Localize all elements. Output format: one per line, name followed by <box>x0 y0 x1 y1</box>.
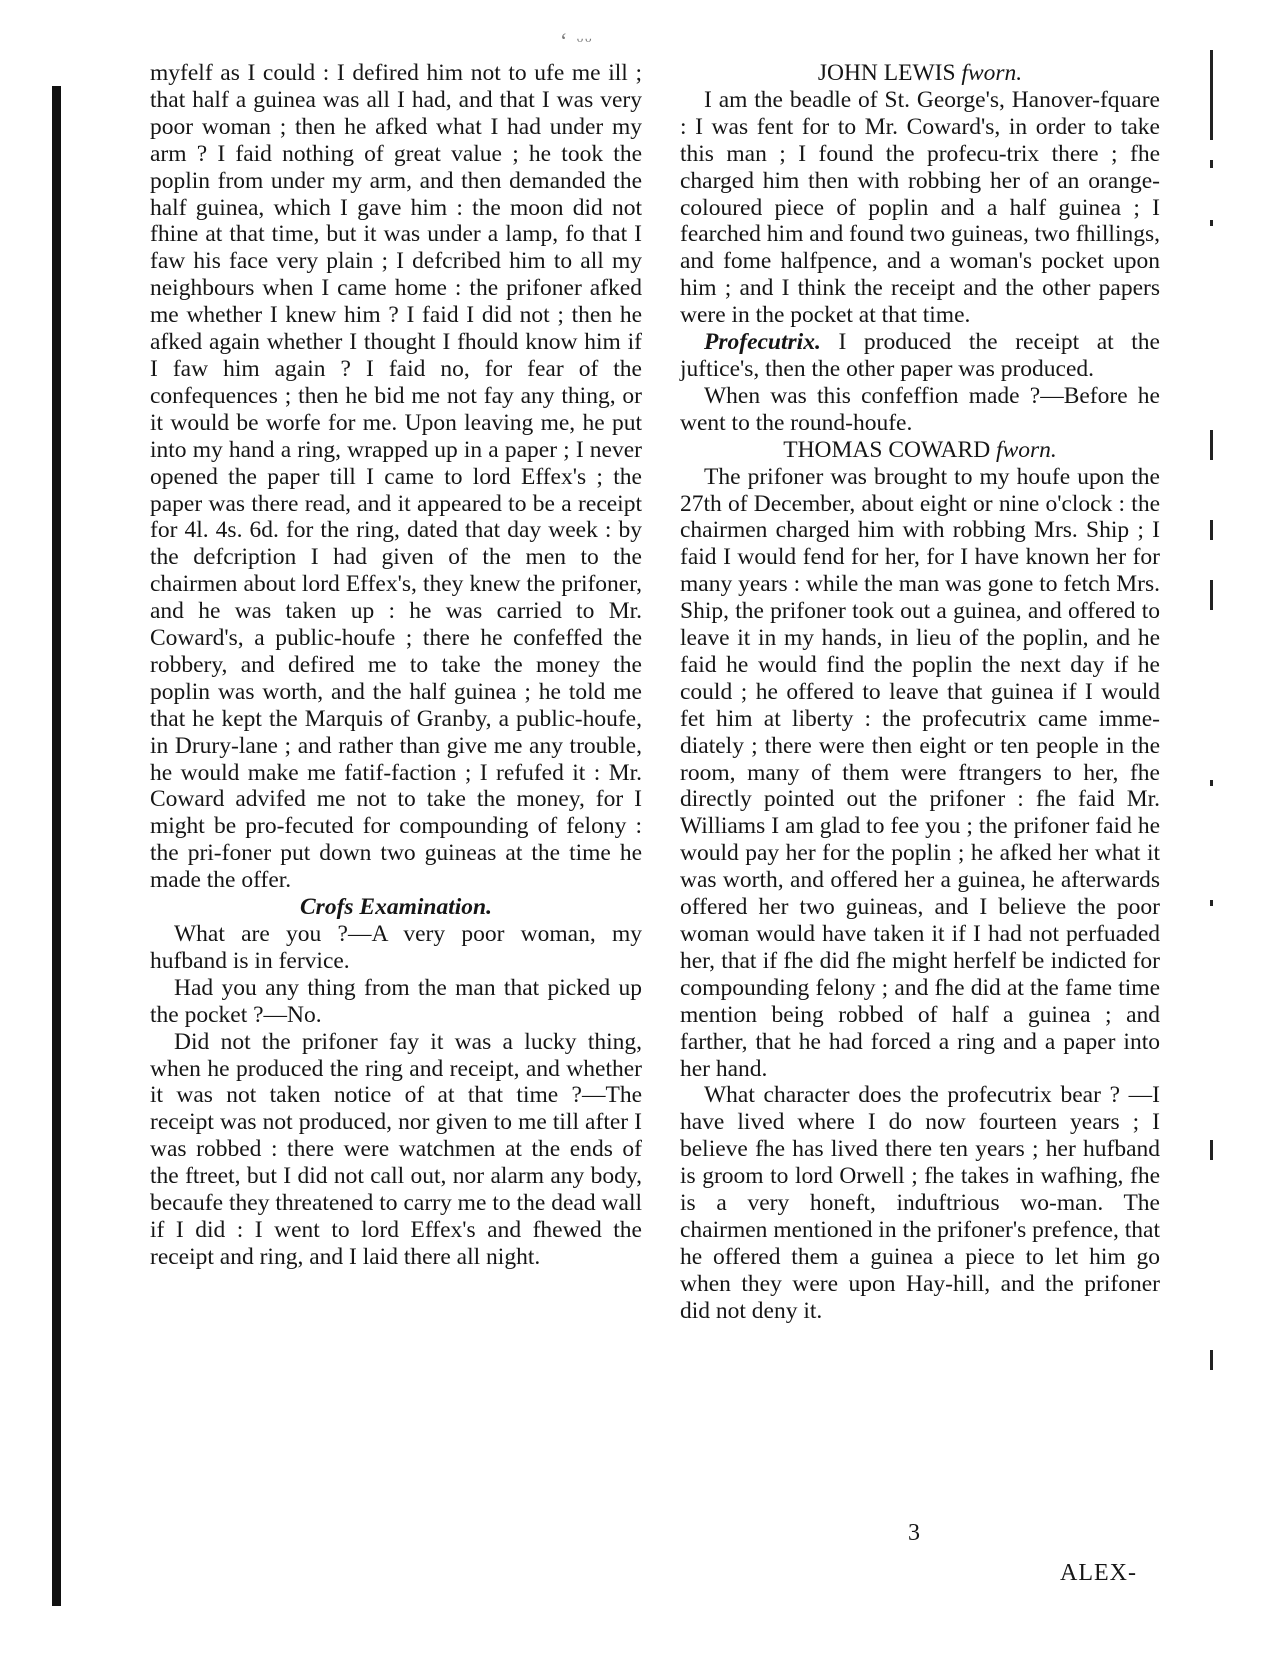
scan-mark <box>1210 160 1213 168</box>
sworn-label: fworn. <box>996 436 1057 463</box>
speaker-label: Profecutrix. <box>704 329 821 356</box>
question-paragraph: When was this confeffion made ?—Before he went to the round-houfe. <box>680 382 1160 436</box>
left-column <box>150 60 642 1271</box>
witness-heading <box>680 437 1160 464</box>
catchword: ALEX- <box>1060 1560 1137 1586</box>
prosecutrix-text: I produced the receipt at the juftice's, then the other paper was produced. <box>680 329 1160 382</box>
cross-question-paragraph: Had you any thing from the man that picked up the pocket ?—No. <box>150 974 642 1028</box>
cross-examination-heading: Crofs Examination. <box>300 894 492 921</box>
scan-mark <box>1210 780 1213 786</box>
scan-mark <box>1210 520 1213 540</box>
witness-name: JOHN LEWIS <box>817 60 956 86</box>
witness-heading <box>680 60 1160 87</box>
left-margin-rule <box>52 86 61 1606</box>
margin-scan-marks <box>1210 40 1216 1440</box>
scan-mark <box>1210 430 1213 460</box>
scan-mark <box>1210 1140 1213 1160</box>
scan-mark <box>1210 900 1213 906</box>
page-number: 3 <box>908 1520 920 1546</box>
scan-mark <box>1210 580 1213 610</box>
testimony-paragraph: The prifoner was brought to my houfe upon the 27th of December, about eight or nine o'clock : the chairmen charged him with robbing Mrs. Ship ; I faid I would fend for her, for I have known her for many years : while the man was gone to fetch Mrs. Ship, the prifoner took out a guinea, and offered to leave it in my hands, in lieu of the poplin, and he faid he would find the poplin the next day if he could ; he offered to leave that guinea if I would fet him at liberty : the profecutrix came imme-diately ; there were then eight or ten people in the room, many of them were ftrangers to her, fhe directly pointed out the prifoner : fhe faid Mr. Williams I am glad to fee you ; the prifoner faid he would pay her for the poplin ; he afked her what it was worth, and offered her a guinea, he afterwards offered her two guineas, and I believe the poor woman would have taken it if I had not perfuaded her, that if fhe did fhe might herfelf be indicted for compounding felony ; and fhe did at the fame time mention being robbed of half a guinea ; and farther, that he had forced a ring and a paper into her hand. <box>680 463 1160 1082</box>
witness-name: THOMAS COWARD <box>783 436 991 463</box>
testimony-paragraph: What character does the profecutrix bear ? —I have lived where I do now fourteen years ; I believe fhe has lived there ten years ; her hufband is groom to lord Orwell ; fhe takes in wafhing, fhe is a very honeft, induftrious wo-man. The chairmen mentioned in the prifoner's prefence, that he offered them a guinea a piece to let him go when they were upon Hay-hill, and the prifoner did not deny it. <box>680 1082 1160 1324</box>
prosecutrix-paragraph <box>680 329 1160 383</box>
page-marker: ʻ ᵕᵕ <box>560 28 594 53</box>
scan-mark <box>1210 50 1213 140</box>
testimony-paragraph: myfelf as I could : I defired him not to ufe me ill ; that half a guinea was all I had, and that I was very poor woman ; then he afked what I had under my arm ? I faid nothing of great value ; he took the poplin from under my arm, and then demanded the half guinea, which I gave him : the moon did not fhine at that time, but it was under a lamp, fo that I faw his face very plain ; I defcribed him to all my neighbours when I came home : the prifoner afked me whether I knew him ? I faid I did not ; then he afked again whether I thought I fhould know him if I faw him again ? I faid no, for fear of the confequences ; then he bid me not fay any thing, or it would be worfe for me. Upon leaving me, he put into my hand a ring, wrapped up in a paper ; I never opened the paper till I came to lord Effex's ; the paper was there read, and it appeared to be a receipt for 4l. 4s. 6d. for the ring, dated that day week : by the defcription I had given of the men to the chairmen about lord Effex's, they knew the prifoner, and he was taken up : he was carried to Mr. Coward's, a public-houfe ; there he confeffed the robbery, and defired me to take the money the poplin was worth, and the half guinea ; he told me that he kept the Marquis of Granby, a public-houfe, in Drury-lane ; and rather than give me any trouble, he would make me fatif-faction ; I refufed it : Mr. Coward advifed me not to take the money, for I might be pro-fecuted for compounding of felony : the pri-foner put down two guineas at the time he made the offer. <box>150 60 642 894</box>
testimony-paragraph: I am the beadle of St. George's, Hanover-fquare : I was fent for to Mr. Coward's, in order to take this man ; I found the profecu-trix there ; fhe charged him then with robbing her of an orange-coloured piece of poplin and a half guinea ; I fearched him and found two guineas, two fhillings, and fome halfpence, and a woman's pocket upon him ; and I think the receipt and the other papers were in the pocket at that time. <box>680 86 1160 329</box>
sworn-label: fworn. <box>961 60 1023 86</box>
cross-question-paragraph: What are you ?—A very poor woman, my hufband is in fervice. <box>150 921 642 974</box>
scan-mark <box>1210 1350 1213 1370</box>
scan-mark <box>1210 220 1213 226</box>
cross-question-paragraph: Did not the prifoner fay it was a lucky thing, when he produced the ring and receipt, and whether it was not taken notice of at that time ?—The receipt was not produced, nor given to me till after I was robbed : there were watchmen at the ends of the ftreet, but I did not call out, nor alarm any body, becaufe they threatened to carry me to the dead wall if I did : I went to lord Effex's and fhewed the receipt and ring, and I laid there all night. <box>150 1028 642 1270</box>
right-column <box>680 60 1160 1325</box>
